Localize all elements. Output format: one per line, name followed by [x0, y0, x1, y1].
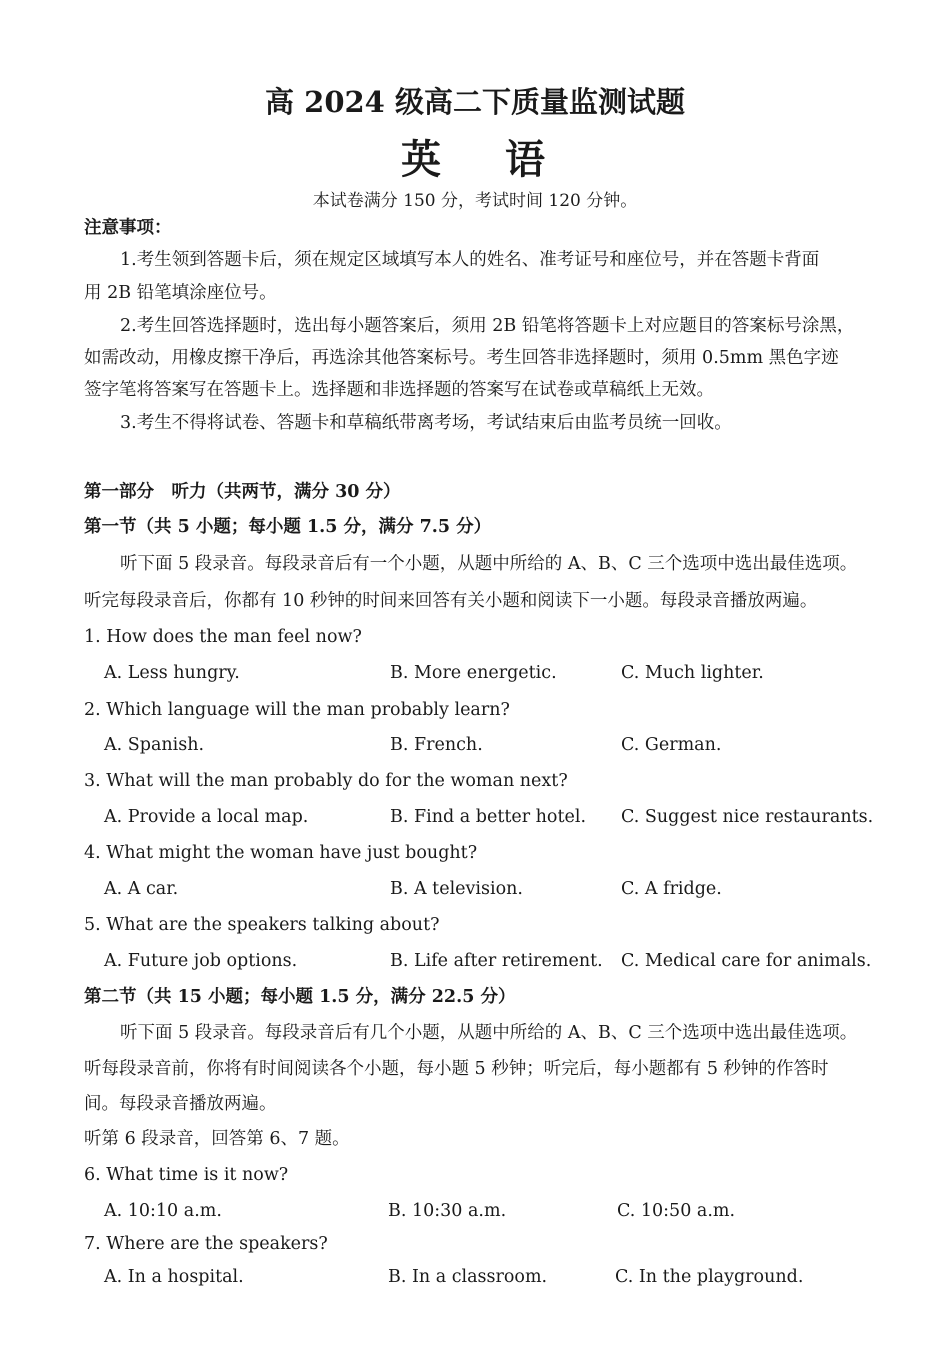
question-5-option-b: B. Life after retirement. — [390, 951, 603, 971]
question-1-option-a: A. Less hungry. — [104, 663, 240, 683]
section1-heading: 第一节（共 5 小题；每小题 1.5 分，满分 7.5 分） — [84, 517, 492, 537]
question-7-option-b: B. In a classroom. — [388, 1267, 548, 1287]
subject-title — [0, 128, 950, 185]
score-time-info: 本试卷满分 150 分，考试时间 120 分钟。 — [312, 191, 638, 211]
question-4: 4. What might the woman have just bought? — [84, 843, 478, 863]
question-2-option-c: C. German. — [621, 735, 722, 755]
notice-item-3-line-1: 3.考生不得将试卷、答题卡和草稿纸带离考场，考试结束后由监考员统一回收。 — [120, 413, 732, 433]
question-2-option-b: B. French. — [390, 735, 483, 755]
question-7-option-a: A. In a hospital. — [104, 1267, 244, 1287]
section2-instruction-line-2: 听每段录音前，你将有时间阅读各个小题，每小题 5 秒钟；听完后，每小题都有 5 秒钟的作答时 — [84, 1059, 829, 1079]
question-1-option-c: C. Much lighter. — [621, 663, 764, 683]
notice-item-2-line-2: 如需改动，用橡皮擦干净后，再选涂其他答案标号。考生回答非选择题时，须用 0.5mm 黑色字迹 — [84, 348, 839, 368]
question-4-option-a: A. A car. — [104, 879, 179, 899]
notice-item-1-line-2: 用 2B 铅笔填涂座位号。 — [84, 283, 277, 303]
exam-title: 高 2024 级高二下质量监测试题 — [265, 85, 685, 119]
question-5-option-c: C. Medical care for animals. — [621, 951, 872, 971]
section2-instruction-line-1: 听下面 5 段录音。每段录音后有几个小题，从题中所给的 A、B、C 三个选项中选出最佳选项。 — [120, 1023, 858, 1043]
subject-char-1: 英 — [401, 136, 445, 183]
question-3-option-b: B. Find a better hotel. — [390, 807, 587, 827]
subject-char-2: 语 — [505, 136, 549, 183]
question-5: 5. What are the speakers talking about? — [84, 915, 440, 935]
section1-instruction-line-2: 听完每段录音后，你都有 10 秒钟的时间来回答有关小题和阅读下一小题。每段录音播放两遍。 — [84, 591, 818, 611]
question-6-option-c: C. 10:50 a.m. — [617, 1201, 736, 1221]
question-6-option-a: A. 10:10 a.m. — [104, 1201, 222, 1221]
notice-item-2-line-3: 签字笔将答案写在答题卡上。选择题和非选择题的答案写在试卷或草稿纸上无效。 — [84, 380, 714, 400]
question-1-option-b: B. More energetic. — [390, 663, 557, 683]
section2-instruction-line-3: 间。每段录音播放两遍。 — [84, 1094, 277, 1114]
question-1: 1. How does the man feel now? — [84, 627, 362, 647]
question-7-option-c: C. In the playground. — [615, 1267, 804, 1287]
question-3-option-c: C. Suggest nice restaurants. — [621, 807, 874, 827]
question-2: 2. Which language will the man probably learn? — [84, 700, 510, 720]
notice-item-2-line-1: 2.考生回答选择题时，选出每小题答案后，须用 2B 铅笔将答题卡上对应题目的答案标号涂黑， — [120, 316, 855, 336]
question-5-option-a: A. Future job options. — [104, 951, 298, 971]
section1-instruction-line-1: 听下面 5 段录音。每段录音后有一个小题，从题中所给的 A、B、C 三个选项中选出最佳选项。 — [120, 554, 858, 574]
question-3-option-a: A. Provide a local map. — [104, 807, 309, 827]
segment-6-instruction: 听第 6 段录音，回答第 6、7 题。 — [84, 1129, 350, 1149]
question-7: 7. Where are the speakers? — [84, 1234, 328, 1254]
notice-heading: 注意事项： — [84, 218, 172, 238]
section2-heading: 第二节（共 15 小题；每小题 1.5 分，满分 22.5 分） — [84, 987, 516, 1007]
question-2-option-a: A. Spanish. — [104, 735, 205, 755]
part1-heading: 第一部分 听力（共两节，满分 30 分） — [84, 482, 401, 502]
notice-item-1-line-1: 1.考生领到答题卡后，须在规定区域填写本人的姓名、准考证号和座位号，并在答题卡背面 — [120, 250, 820, 270]
question-4-option-b: B. A television. — [390, 879, 523, 899]
question-4-option-c: C. A fridge. — [621, 879, 722, 899]
question-6-option-b: B. 10:30 a.m. — [388, 1201, 507, 1221]
question-6: 6. What time is it now? — [84, 1165, 289, 1185]
question-3: 3. What will the man probably do for the woman next? — [84, 771, 568, 791]
